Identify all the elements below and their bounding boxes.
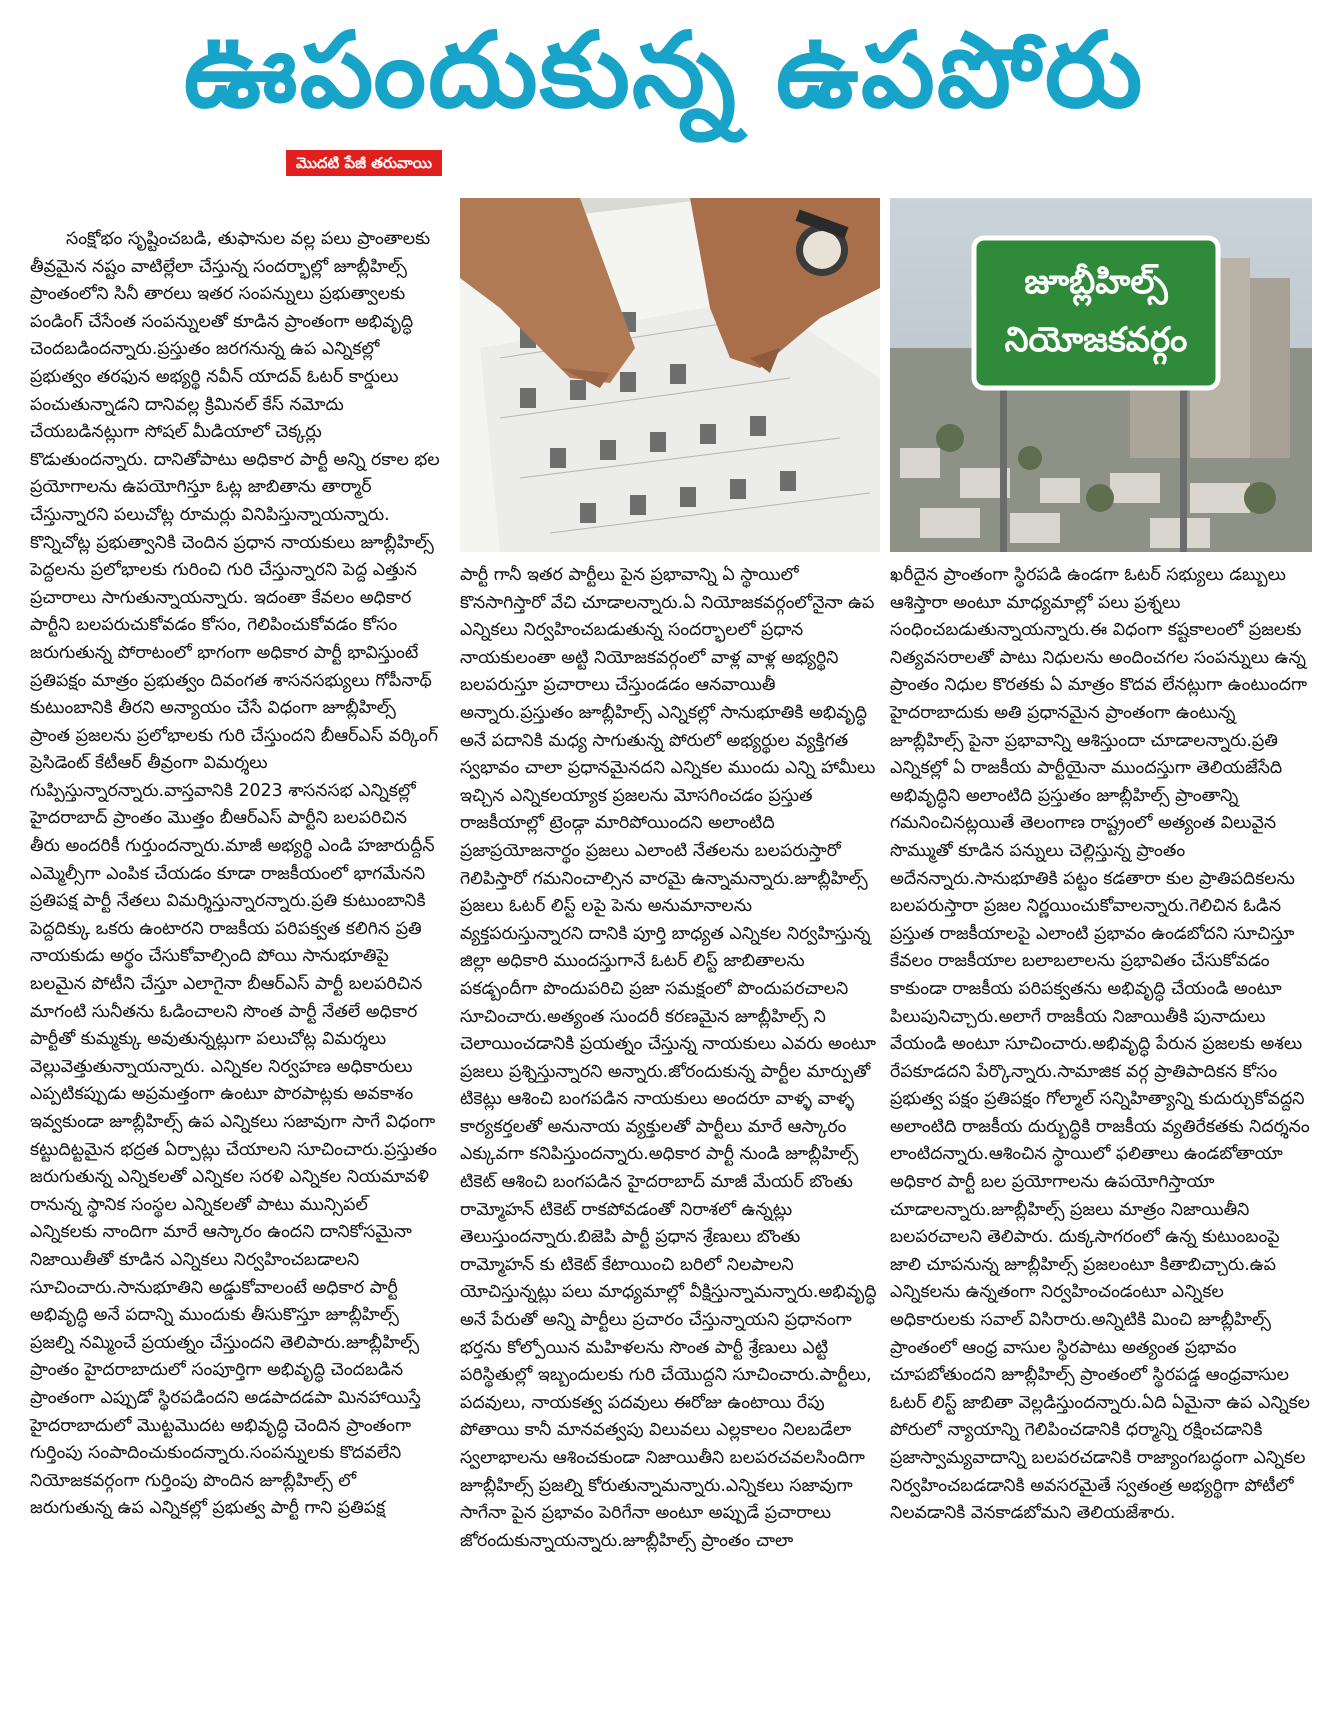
headline: ఊపందుకున్న ఉపపోరు	[183, 9, 1145, 131]
voter-list-photo	[460, 198, 880, 552]
sign-line-2: నియోజకవర్గం	[1004, 320, 1188, 360]
voter-list-illustration	[460, 198, 880, 552]
city-skyline-illustration	[890, 198, 1312, 552]
article-column-2: పార్టీ గానీ ఇతర పార్టీలు పైన ప్రభావాన్ని ఏ స్థాయిలో కొనసాగిస్తారో వేచి చూడాలన్నారు.ఏ నియోజకవర్గంలోనైనా ఉప ఎన్నికలు నిర్వహించబడుతున్న సందర్భాలలో ప్రధాన నాయకులంతా అట్టి నియోజకవర్గంలో వాళ్ల వాళ్ల అభ్యర్థిని బలపరుస్తూ ప్రచారాలు చేస్తుండడం ఆనవాయితీ అన్నారు.ప్రస్తుతం జూబ్లీహిల్స్ ఎన్నికల్లో సానుభూతికి అభివృద్ధి అనే పదానికి మధ్య సాగుతున్న పోరులో అభ్యర్థుల వ్యక్తిగత స్వభావం చాలా ప్రధానమైనదని ఎన్నికల ముందు ఎన్ని హామీలు ఇచ్చిన ఎన్నికలయ్యాక ప్రజలను మోసగించడం ప్రస్తుత రాజకీయాల్లో ట్రెండ్గా మారిపోయిందని అలాంటిది ప్రజాప్రయోజనార్థం ప్రజలు ఎలాంటి నేతలను బలపరుస్తారో గెలిపిస్తారో గమనించాల్సిన వారమై ఉన్నామన్నారు.జూబ్లీహిల్స్ ప్రజలు ఓటర్ లిస్ట్ లపై పెను అనుమానాలను వ్యక్తపరుస్తున్నారని దానికి పూర్తి బాధ్యత ఎన్నికల నిర్వహిస్తున్న జిల్లా అధికారి ముందస్తుగానే ఓటర్ లిస్ట్ జాబితాలను పకడ్బందీగా పొందుపరిచి ప్రజా సమక్షంలో పొందుపరచాలని సూచించారు.అత్యంత సుందరీ కరణమైన జూబ్లీహిల్స్ ని చెలాయించడానికి ప్రయత్నం చేస్తున్న నాయకులు ఎవరు అంటూ ప్రజలు ప్రశ్నిస్తున్నారని అన్నారు.జోరందుకున్న పార్టీల మార్పుతో టికెట్లు ఆశించి బంగపడిన నాయకులు అందరూ వాళ్ళ వాళ్ళ కార్యకర్తలతో అనునాయ వ్యక్తులతో పార్టీలు మారే ఆస్కారం ఎక్కువగా కనిపిస్తుందన్నారు.అధికార పార్టీ నుండి జూబ్లీహిల్స్ టికెట్ ఆశించి బంగపడిన హైదరాబాద్ మాజీ మేయర్ బొంతు రామ్మోహన్ టికెట్ రాకపోవడంతో నిరాశలో ఉన్నట్లు తెలుస్తుందన్నారు.బిజెపి పార్టీ ప్రధాన శ్రేణులు బొంతు రామ్మోహన్ కు టికెట్ కేటాయించి బరిలో నిలపాలని యోచిస్తున్నట్లు పలు మాధ్యమాల్లో వీక్షిస్తున్నామన్నారు.అభివృద్ధి అనే పేరుతో అన్ని పార్టీలు ప్రచారం చేస్తున్నాయని ప్రధానంగా భర్తను కోల్పోయిన మహిళలను సొంత పార్టీ శ్రేణులు ఎట్టి పరిస్థితుల్లో ఇబ్బందులకు గురి చేయొద్దని సూచించారు.పార్టీలు, పదవులు, నాయకత్వ పదవులు ఈరోజు ఉంటాయి రేపు పోతాయి కానీ మానవత్వపు విలువలు ఎల్లకాలం నిలబడేలా స్వలాభాలను ఆశించకుండా నిజాయితీని బలపరచవలసిందిగా జూబ్లీహిల్స్ ప్రజల్ని కోరుతున్నామన్నారు.ఎన్నికలు సజావుగా సాగేనా పైన ప్రభావం పెరిగేనా అంటూ అప్పుడే ప్రచారాలు జోరందుకున్నాయన్నారు.జూబ్లీహిల్స్ ప్రాంతం చాలా	[460, 565, 883, 1551]
continuation-tag: మొదటి పేజీ తరువాయి	[286, 150, 442, 176]
sign-line-1: జూబ్లీహిల్స్	[1024, 262, 1168, 302]
article-column-1: సంక్షోభం సృష్టించబడి, తుఫానుల వల్ల పలు ప్రాంతాలకు తీవ్రమైన నష్టం వాటిల్లేలా చేస్తున్న సందర్భాల్లో జూబ్లీహిల్స్ ప్రాంతంలోని సినీ తారలు ఇతర సంపన్నులు ప్రభుత్వాలకు పండింగ్ చేసేంత సంపన్నులతో కూడిన ప్రాంతంగా అభివృద్ధి చెందబడిందన్నారు.ప్రస్తుతం జరగనున్న ఉప ఎన్నికల్లో ప్రభుత్వం తరఫున అభ్యర్థి నవీన్ యాదవ్ ఓటర్ కార్డులు పంచుతున్నాడని దానివల్ల క్రిమినల్ కేస్ నమోదు చేయబడినట్లుగా సోషల్ మీడియాలో చెక్కర్లు కొడుతుందన్నారు. దానితోపాటు అధికార పార్టీ అన్ని రకాల భల ప్రయోగాలను ఉపయోగిస్తూ ఓట్ల జాబితాను తార్మార్ చేస్తున్నారని పలుచోట్ల రూమర్లు వినిపిస్తున్నాయన్నారు. కొన్నిచోట్ల ప్రభుత్వానికి చెందిన ప్రధాన నాయకులు జూబ్లీహిల్స్ పెద్దలను ప్రలోభాలకు గురించి గురి చేస్తున్నారని పెద్ద ఎత్తున ప్రచారాలు సాగుతున్నాయన్నారు. ఇదంతా కేవలం అధికార పార్టీని బలపరుచుకోవడం కోసం, గెలిపించుకోవడం కోసం జరుగుతున్న పోరాటంలో భాగంగా అధికార పార్టీ భావిస్తుంటే ప్రతిపక్షం మాత్రం ప్రభుత్వం దివంగత శాసనసభ్యులు గోపీనాథ్ కుటుంబానికి తీరని అన్యాయం చేసే విధంగా జూబ్లీహిల్స్ ప్రాంత ప్రజలను ప్రలోభాలకు గురి చేస్తుందని బీఆర్ఎస్ వర్కింగ్ ప్రెసిడెంట్ కేటీఆర్ తీవ్రంగా విమర్శలు గుప్పిస్తున్నారన్నారు.వాస్తవానికి 2023 శాసనసభ ఎన్నికల్లో హైదరాబాద్ ప్రాంతం మొత్తం బీఆర్ఎస్ పార్టీని బలపరిచిన తీరు అందరికీ గుర్తుందన్నారు.మాజీ అభ్యర్థి ఎండి హజారుద్దీన్ ఎమ్మెల్సీగా ఎంపిక చేయడం కూడా రాజకీయంలో భాగమేనని ప్రతిపక్ష పార్టీ నేతలు విమర్శిస్తున్నారన్నారు.ప్రతి కుటుంబానికి పెద్దదిక్కు ఒకరు ఉంటారని రాజకీయ పరిపక్వత కలిగిన ప్రతి నాయకుడు అర్థం చేసుకోవాల్సింది పోయి సానుభూతిపై బలమైన పోటీని చేస్తూ ఎలాగైనా బీఆర్ఎస్ పార్టీ బలపరిచిన మాగంటి సునీతను ఓడించాలని సొంత పార్టీ నేతలే అధికార పార్టీతో కుమ్మక్కు అవుతున్నట్లుగా పలుచోట్ల విమర్శలు వెల్లువెత్తుతున్నాయన్నారు. ఎన్నికల నిర్వహణ అధికారులు ఎప్పటికప్పుడు అప్రమత్తంగా ఉంటూ పొరపాట్లకు అవకాశం ఇవ్వకుండా జూబ్లీహిల్స్ ఉప ఎన్నికలు సజావుగా సాగే విధంగా కట్టుదిట్టమైన భద్రత ఏర్పాట్లు చేయాలని సూచించారు.ప్రస్తుతం జరుగుతున్న ఎన్నికలతో ఎన్నికల సరళి ఎన్నికల నియమావళి రానున్న స్థానిక సంస్థల ఎన్నికలతో పాటు మున్సిపల్ ఎన్నికలకు నాందిగా మారే ఆస్కారం ఉందని దానికోసమైనా నిజాయితీతో కూడిన ఎన్నికలు నిర్వహించబడాలని సూచించారు.సానుభూతిని అడ్డుకోవాలంటే అధికార పార్టీ అభివృద్ధి అనే పదాన్ని ముందుకు తీసుకొస్తూ జూబ్లీహిల్స్ ప్రజల్ని నమ్మించే ప్రయత్నం చేస్తుందని తెలిపారు.జూబ్లీహిల్స్ ప్రాంతం హైదరాబాదులో సంపూర్తిగా అభివృద్ధి చెందబడిన ప్రాంతంగా ఎప్పుడో స్థిరపడిందని అడపాదడపా మినహాయిస్తే హైదరాబాదులో మొట్టమొదట అభివృద్ధి చెందిన ప్రాంతంగా గుర్తింపు సంపాదించుకుందన్నారు.సంపన్నులకు కొదవలేని నియోజకవర్గంగా గుర్తింపు పొందిన జూబ్లీహిల్స్ లో జరుగుతున్న ఉప ఎన్నికల్లో ప్రభుత్వ పార్టీ గాని ప్రతిపక్ష	[30, 229, 446, 1519]
constituency-sign-photo	[890, 198, 1312, 552]
article-column-3: ఖరీదైన ప్రాంతంగా స్థిరపడి ఉండగా ఓటర్ సభ్యులు డబ్బులు ఆశిస్తారా అంటూ మాధ్యమాల్లో పలు ప్రశ్నలు సంధించబడుతున్నాయన్నారు.ఈ విధంగా కష్టకాలంలో ప్రజలకు నిత్యవసరాలతో పాటు నిధులను అందించగల సంపన్నులు ఉన్న ప్రాంతం నిధుల కొరతకు ఏ మాత్రం కొదవ లేనట్లుగా ఉంటుందగా హైదరాబాదుకు అతి ప్రధానమైన ప్రాంతంగా ఉంటున్న జూబ్లీహిల్స్ పైనా ప్రభావాన్ని ఆశిస్తుందా చూడాలన్నారు.ప్రతి ఎన్నికల్లో ఏ రాజకీయ పార్టీయైనా ముందస్తుగా తెలియజేసేది అభివృద్ధిని అలాంటిది ప్రస్తుతం జూబ్లీహిల్స్ ప్రాంతాన్ని గమనించినట్లయితే తెలంగాణ రాష్ట్రంలో అత్యంత విలువైన సొమ్ముతో కూడిన పన్నులు చెల్లిస్తున్న ప్రాంతం అదేనన్నారు.సానుభూతికి పట్టం కడతారా కుల ప్రాతిపదికలను బలపరుస్తారా ప్రజల నిర్ణయించుకోవాలన్నారు.గెలిచిన ఓడిన ప్రస్తుత రాజకీయాలపై ఎలాంటి ప్రభావం ఉండబోదని సూచిస్తూ కేవలం రాజకీయాల బలాబలాలను ప్రభావితం చేసుకోవడం కాకుండా రాజకీయ పరిపక్వతను అభివృద్ధి చేయండి అంటూ పిలుపునిచ్చారు.అలాగే రాజకీయ నిజాయితీకి పునాదులు వేయండి అంటూ సూచించారు.అభివృద్ధి పేరున ప్రజలకు అశలు రేపకూడదని పేర్కొన్నారు.సామాజిక వర్గ ప్రాతిపాదికన కోసం ప్రభుత్వ పక్షం ప్రతిపక్షం గోల్మాల్ సన్నిహిత్యాన్ని కుదుర్చుకోవద్దని అలాంటిది రాజకీయ దుర్బుద్ధికి రాజకీయ వ్యతిరేకతకు నిదర్శనం లాంటిదన్నారు.ఆశించిన స్థాయిలో ఫలితాలు ఉండబోతాయా అధికార పార్టీ బల ప్రయోగాలను ఉపయోగిస్తాయా చూడాలన్నారు.జూబ్లీహిల్స్ ప్రజలు మాత్రం నిజాయితీని బలపరచాలని తెలిపారు. దుక్కసాగరంలో ఉన్న కుటుంబంపై జాలి చూపనున్న జూబ్లీహిల్స్ ప్రజలంటూ కితాబిచ్చారు.ఉప ఎన్నికలను ఉన్నతంగా నిర్వహించండంటూ ఎన్నికల అధికారులకు సవాల్ విసిరారు.అన్నిటికి మించి జూబ్లీహిల్స్ ప్రాంతంలో ఆంధ్ర వాసుల స్థిరపాటు అత్యంత ప్రభావం చూపబోతుందని జూబ్లీహిల్స్ ప్రాంతంలో స్థిరపడ్డ ఆంధ్రవాసుల ఓటర్ లిస్ట్ జాబితా వెల్లడిస్తుందన్నారు.ఏది ఏమైనా ఉప ఎన్నికల పోరులో న్యాయాన్ని గెలిపించడానికి ధర్మాన్ని రక్షించడానికి ప్రజాస్వామ్యవాదాన్ని బలపరచడానికి రాజ్యాంగబద్ధంగా ఎన్నికల నిర్వహించబడడానికి అవసరమైతే స్వతంత్ర అభ్యర్థిగా పోటీలో నిలవడానికి వెనకాడబోమని తెలియజేశారు.	[890, 565, 1316, 1524]
